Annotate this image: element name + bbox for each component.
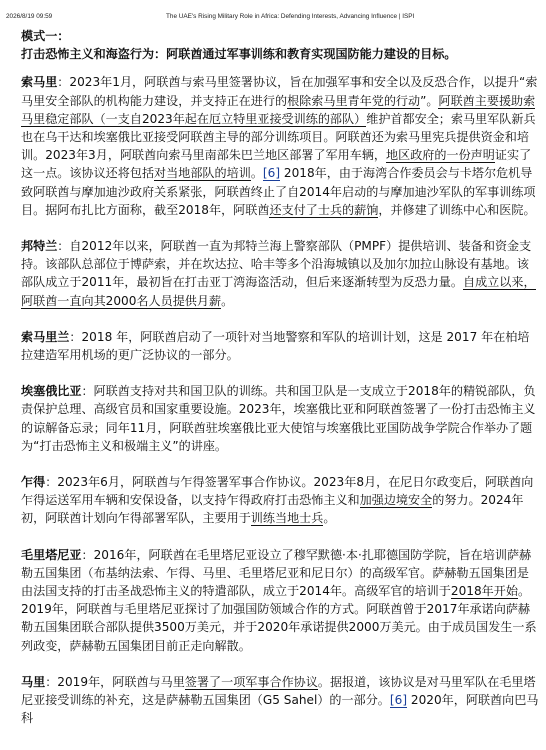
text-run: 维护首都安全；索马里军队新兵也在乌干达和埃塞俄比亚接受阿联酋主导的部分训练项目。阿联酋还为索马里宪兵提供资金和培训。2023年3月，阿联酋向索马里南部朱巴兰地区部署了军用车辆， — [21, 111, 536, 163]
text-run: ，并修建了训练中心和医院。 — [378, 202, 536, 217]
text-run: ：自2012年以来，阿联酋一直为邦特兰海上警察部队（PMPF）提供培训、装备和资金支持。该部队总部位于博萨索，并在坎达拉、哈丰等多个沿海城镇以及加尔加拉山脉设有基地。该部队成立于2011年，最初旨在打击亚丁湾海盗活动，但后来逐渐转型为反恐力量。 — [21, 239, 532, 290]
text-run: 。据报道，该协议是对马里军队在毛里塔尼亚接受训练的补充，这是萨赫勒五国集团（G5 Sahel）的一部分。 — [21, 674, 536, 708]
print-header — [0, 13, 546, 23]
section-heading — [21, 27, 539, 63]
paragraph-ethiopia — [21, 382, 539, 455]
highlight-link[interactable]: 训练当地士兵 — [250, 511, 324, 526]
text-run: ：2023年6月，阿联酋与乍得签署军事合作协议。2023年8月，在尼日尔政变后，阿联酋向乍得运送军用车辆和安保设备，以支持乍得政府打击恐怖主义和 — [21, 475, 534, 508]
print-title: The UAE's Rising Military Role in Africa: Defending Interests, Advancing Influence | ISPI — [166, 13, 415, 20]
paragraph-puntland — [21, 237, 539, 310]
paragraph-mali — [21, 673, 539, 728]
article-content — [21, 27, 539, 746]
paragraph-somalia — [21, 73, 539, 219]
country-label-ethiopia: 埃塞俄比亚 — [21, 384, 82, 399]
text-run: ：2016年，阿联酋在毛里塔尼亚设立了穆罕默德·本·扎耶德国防学院，旨在培训萨赫勒五国集团（布基纳法索、乍得、马里、毛里塔尼亚和尼日尔）的高级军官。萨赫勒五国集团是由法国支持的打击圣战恐怖主义的特遣部队，成立于2014年。高级军官的培训于 — [21, 547, 532, 599]
country-label-somalia: 索马里 — [21, 75, 58, 90]
highlight-link[interactable]: 根除索马里青年党的行动 — [287, 93, 421, 108]
section-heading-line2: 打击恐怖主义和海盗行为：阿联酋通过军事训练和教育实现国防能力建设的目标。 — [21, 47, 457, 62]
text-run: 。 — [323, 511, 336, 526]
country-label-chad: 乍得 — [21, 475, 46, 490]
text-run: 2020年，阿联酋向巴马科 — [21, 693, 539, 726]
highlight-link[interactable]: 自成立以来，阿联酋一直向其2000名人员提供月薪 — [21, 275, 536, 308]
text-run: 2018年，由于海湾合作委员会与卡塔尔危机导致阿联酋与摩加迪沙政府关系紧张，阿联酋终止了自2014年启动的与摩加迪沙军队的军事训练项目。据阿布扎比方面称，截至2018年，阿联酋 — [21, 166, 536, 217]
highlight-link[interactable]: 加强边境安全 — [359, 493, 433, 508]
print-date: 2026/8/19 09:59 — [6, 13, 53, 20]
country-label-somaliland: 索马里兰 — [21, 329, 70, 344]
text-run: ：阿联酋支持对共和国卫队的训练。共和国卫队是一支成立于2018年的精锐部队，负责保护总理、高级官员和国家重要设施。2023年，埃塞俄比亚和阿联酋签署了一份打击恐怖主义的谅解备忘录；同年11月，阿联酋驻埃塞俄比亚大使馆与埃塞俄比亚国防战争学院合作举办了题为“打击恐怖主义和极端主义”的讲座。 — [21, 384, 536, 453]
text-run: 。 — [221, 293, 234, 308]
highlight-link[interactable]: 地区政府的一份声明 — [386, 148, 495, 163]
text-run: ：2018 年，阿联酋启动了一项针对当地警察和军队的培训计划，这是 2017 年在柏培拉建造军用机场的更广泛协议的一部分。 — [21, 329, 530, 363]
text-run: 证实了这一点。该协议还将包括 — [21, 148, 532, 181]
text-run: 的努力。2024年初，阿联酋计划向乍得部署军队，主要用于 — [21, 493, 524, 526]
text-run: 。2019年，阿联酋与毛里塔尼亚探讨了加强国防领域合作的方式。阿联酋曾于2017年承诺向萨赫勒五国集团联合部队提供3500万美元，并于2020年承诺提供2000万美元。由于成员国发生一系列政变，萨赫勒五国集团目前正走向解散。 — [21, 584, 537, 653]
footnote-link[interactable]: [6] — [262, 166, 281, 181]
text-run: ：2019年，阿联酋与马里 — [45, 674, 185, 689]
highlight-link[interactable]: 还支付了士兵的薪饷 — [269, 202, 379, 217]
text-run: ：2023年1月，阿联酋与索马里签署协议，旨在加强军事和安全以及反恐合作，以提升“索马里安全部队的机构能力建设，并支持正在进行的 — [21, 75, 538, 108]
country-label-puntland: 邦特兰 — [21, 239, 58, 254]
text-run: ”。 — [420, 93, 439, 108]
highlight-link[interactable]: 签署了一项军事合作协议 — [184, 674, 318, 689]
paragraph-somaliland — [21, 328, 539, 364]
text-run: 。 — [250, 166, 263, 181]
country-label-mali: 马里 — [21, 674, 46, 689]
highlight-link[interactable]: 对当地部队的培训 — [154, 166, 251, 181]
paragraph-chad — [21, 473, 539, 528]
highlight-link[interactable]: 阿联酋主要援助索马里稳定部队（一支自2023年起在厄立特里亚接受训练的部队） — [21, 93, 536, 126]
footnote-link[interactable]: [6] — [389, 693, 408, 708]
paragraph-mauritania — [21, 546, 539, 655]
country-label-mauritania: 毛里塔尼亚 — [21, 547, 82, 562]
section-heading-line1: 模式一： — [21, 29, 70, 43]
highlight-link[interactable]: 2018年开始 — [450, 584, 518, 599]
